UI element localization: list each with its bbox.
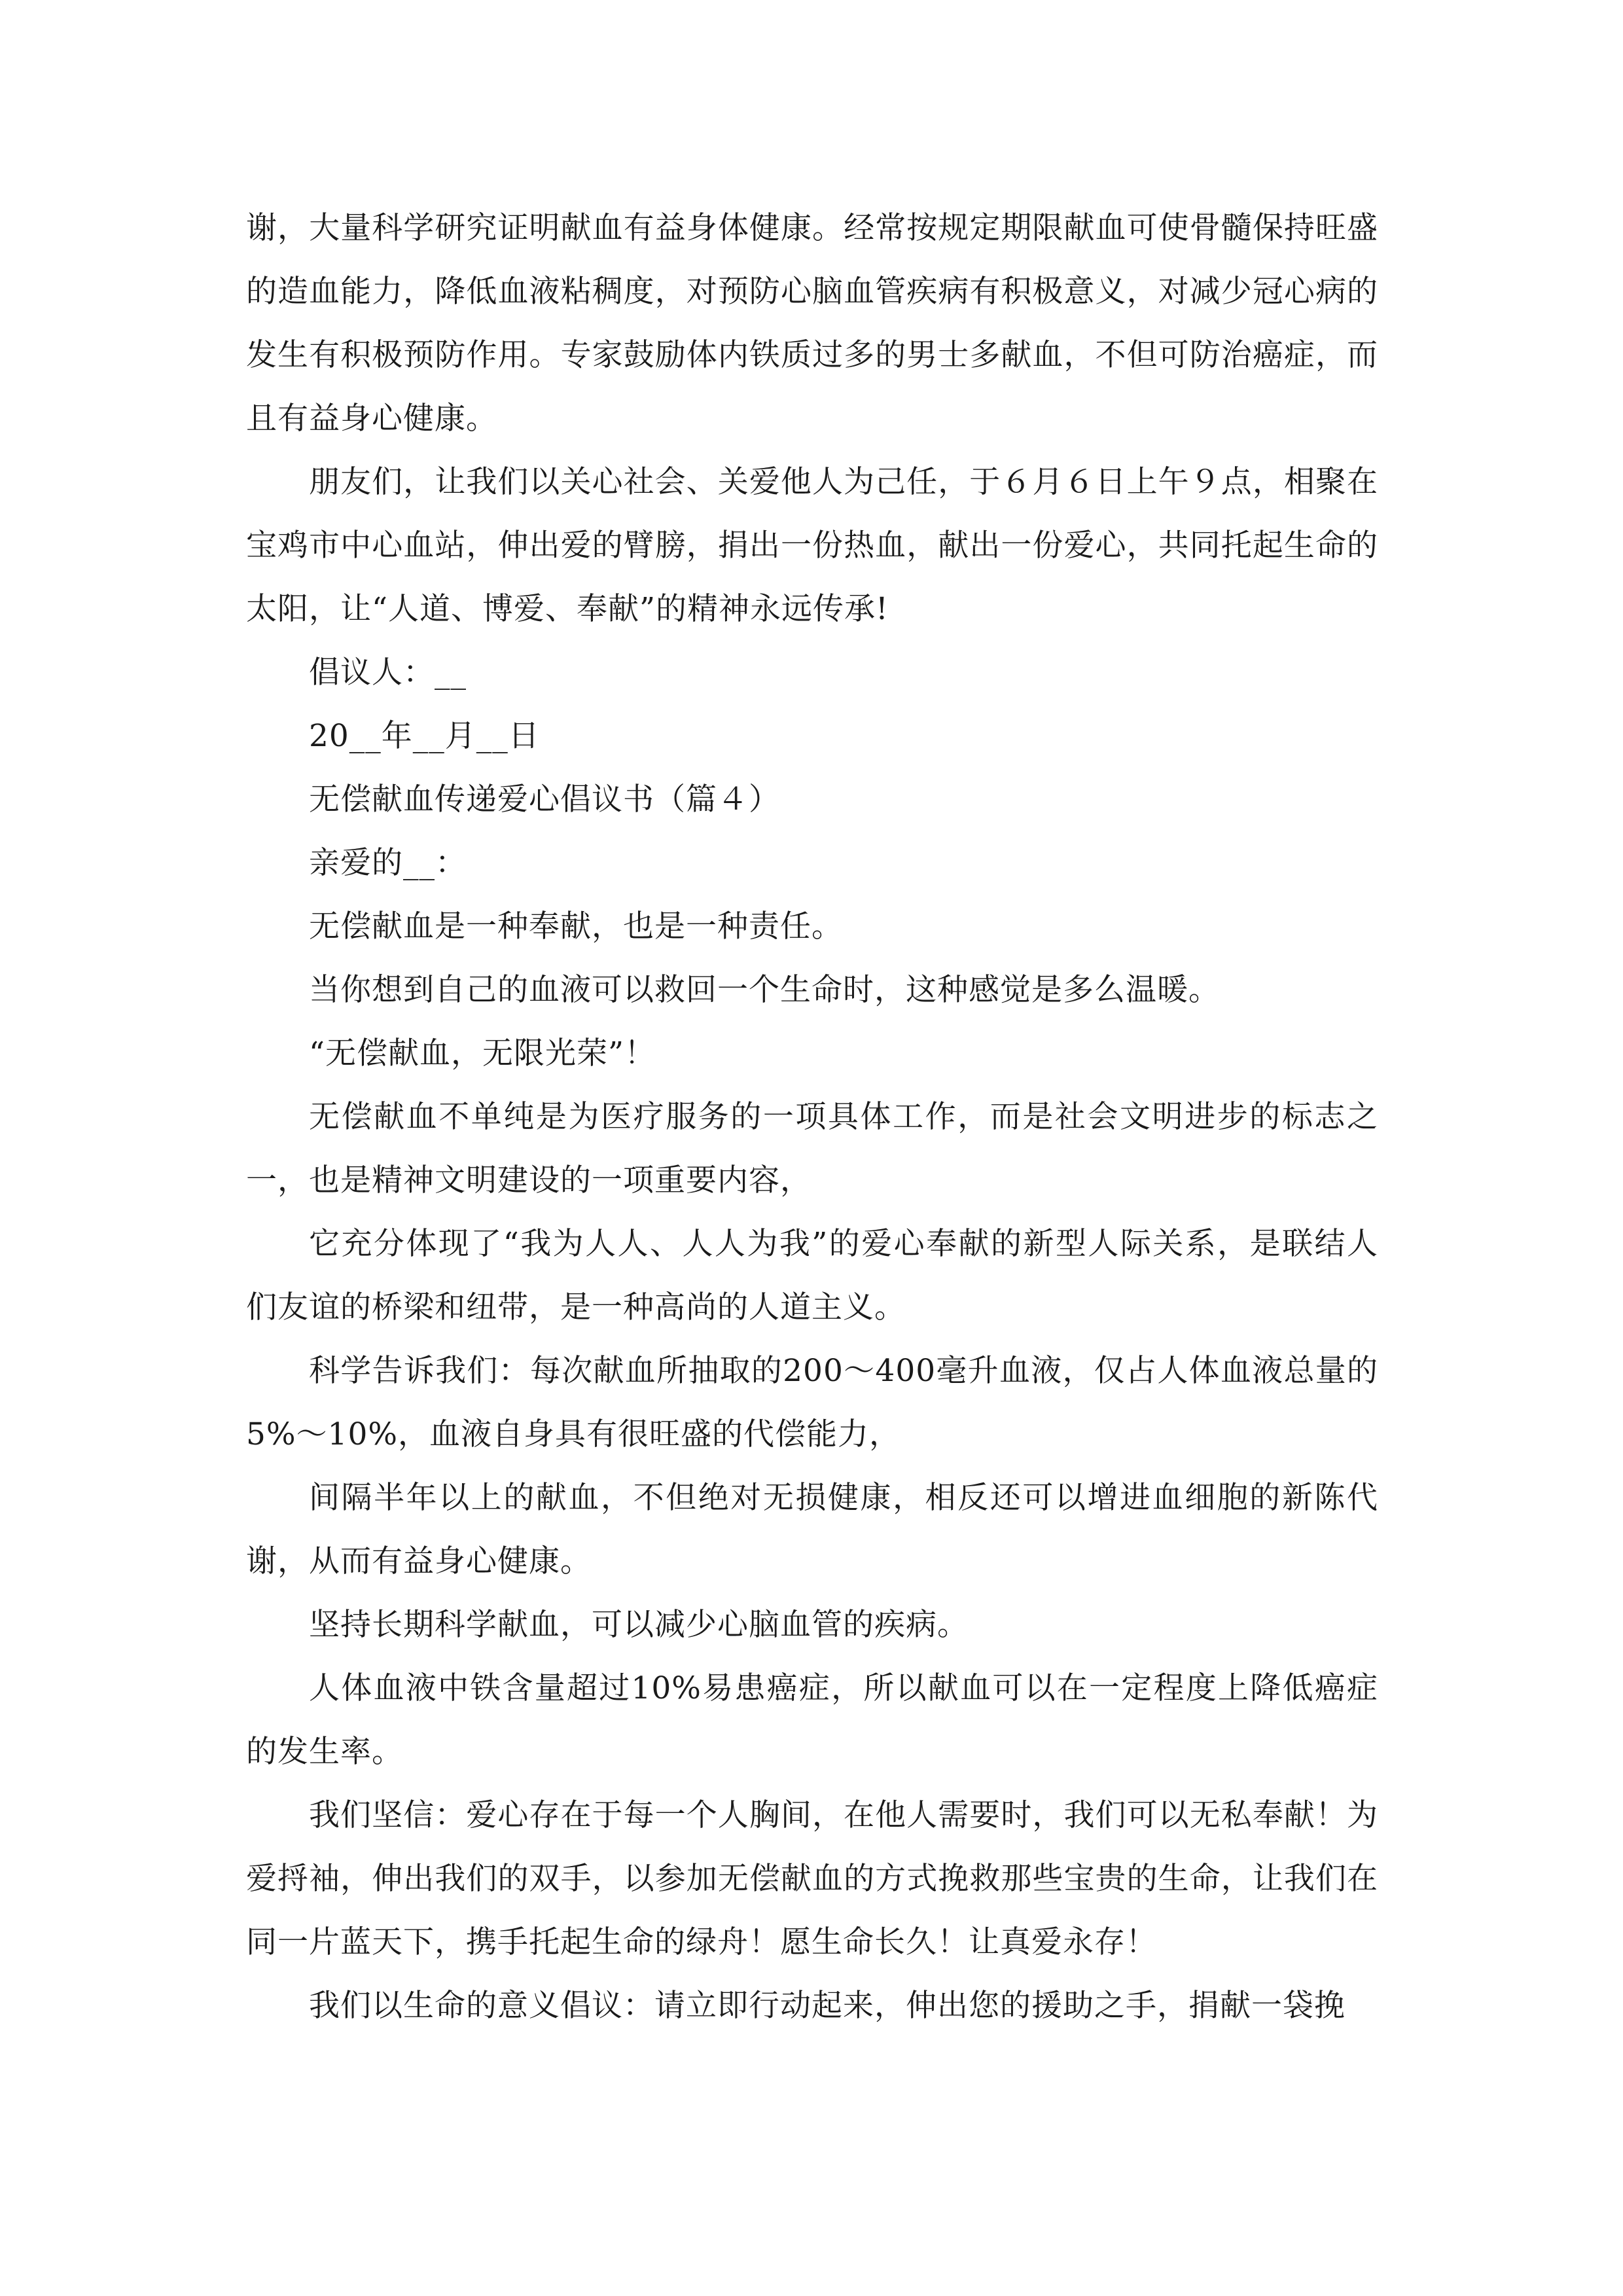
- paragraph-call-to-friends: 朋友们，让我们以关心社会、关爱他人为己任，于６月６日上午９点，相聚在宝鸡市中心血站，伸出爱的臂膀，捐出一份热血，献出一份爱心，共同托起生命的太阳，让“人道、博爱、奉献”的精神永远传承!: [246, 464, 1378, 627]
- paragraph-iron: 人体血液中铁含量超过10%易患癌症，所以献血可以在一定程度上降低癌症的发生率。: [246, 1670, 1378, 1770]
- paragraph-relationship: 它充分体现了“我为人人、人人为我”的爱心奉献的新型人际关系，是联结人们友谊的桥梁和纽带，是一种高尚的人道主义。: [246, 1226, 1378, 1325]
- paragraph-initiator: 倡议人：__: [309, 655, 467, 691]
- paragraph-appeal: 我们以生命的意义倡议：请立即行动起来，伸出您的援助之手，捐献一袋挽: [309, 1988, 1346, 2024]
- paragraph-dedication: 无偿献血是一种奉献，也是一种责任。: [309, 908, 843, 944]
- salutation: 亲爱的__：: [309, 845, 467, 881]
- paragraph-date: 20__年__月__日: [309, 718, 540, 754]
- paragraph-science: 科学告诉我们：每次献血所抽取的200～400毫升血液，仅占人体血液总量的5%～10%，血液自身具有很旺盛的代偿能力，: [246, 1353, 1378, 1452]
- paragraph-civilization: 无偿献血不单纯是为医疗服务的一项具体工作，而是社会文明进步的标志之一，也是精神文明建设的一项重要内容，: [246, 1099, 1378, 1198]
- paragraph-belief: 我们坚信：爱心存在于每一个人胸间，在他人需要时，我们可以无私奉献！为爱捋袖，伸出我们的双手，以参加无偿献血的方式挽救那些宝贵的生命，让我们在同一片蓝天下，携手托起生命的绿舟！愿生命长久！让真爱永存！: [246, 1797, 1378, 1960]
- section-title: 无偿献血传递爱心倡议书（篇４）: [309, 781, 780, 817]
- document-body: [246, 196, 1378, 2037]
- paragraph-slogan: “无偿献血，无限光荣”！: [309, 1035, 656, 1071]
- paragraph-interval: 间隔半年以上的献血，不但绝对无损健康，相反还可以增进血细胞的新陈代谢，从而有益身心健康。: [246, 1480, 1378, 1579]
- paragraph-health-benefits: 谢，大量科学研究证明献血有益身体健康。经常按规定期限献血可使骨髓保持旺盛的造血能力，降低血液粘稠度，对预防心脑血管疾病有积极意义，对减少冠心病的发生有积极预防作用。专家鼓励体内铁质过多的男士多献血，不但可防治癌症，而且有益身心健康。: [246, 210, 1378, 437]
- paragraph-warmth: 当你想到自己的血液可以救回一个生命时，这种感觉是多么温暖。: [309, 972, 1220, 1008]
- paragraph-long-term: 坚持长期科学献血，可以减少心脑血管的疾病。: [309, 1607, 969, 1643]
